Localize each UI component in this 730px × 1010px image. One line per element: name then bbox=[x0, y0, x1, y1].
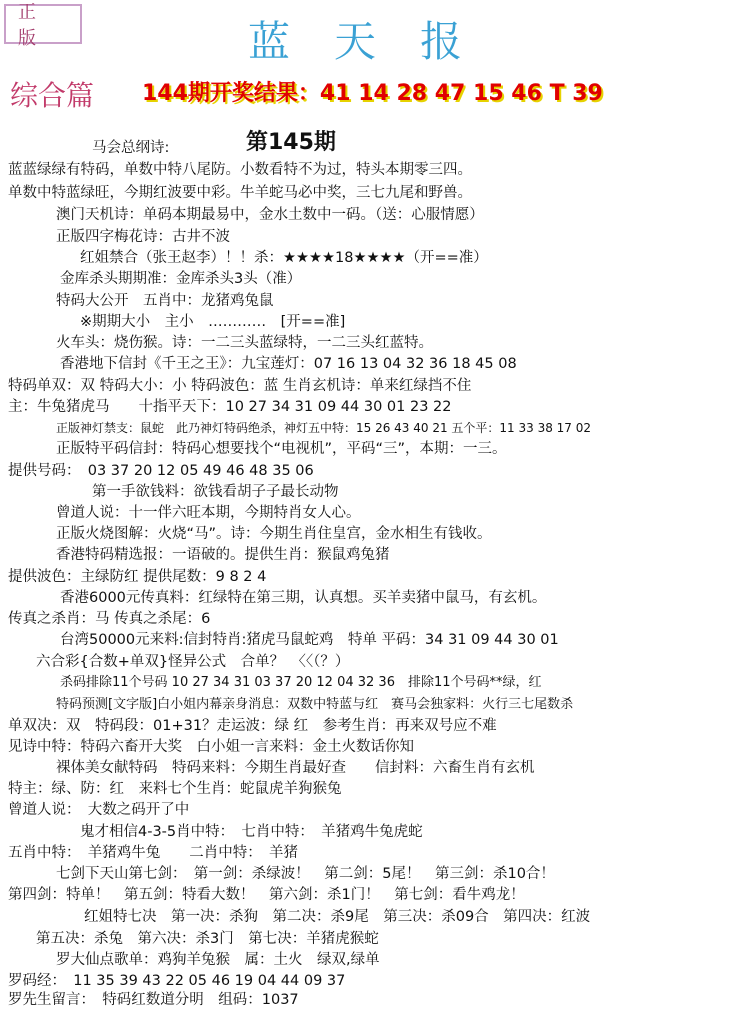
text-line: 单双决：双 特码段：01+31？走运波：绿 红 参考生肖：再来双号应不难 bbox=[8, 718, 497, 734]
text-line: 正版火烧图解：火烧“马”。诗：今期生肖住皇宫，金水相生有钱收。 bbox=[56, 526, 492, 542]
newspaper-title: 蓝天报 bbox=[248, 17, 507, 66]
text-line: 火车头：烧伤猴。诗：一二三头蓝绿特，一二三头红蓝特。 bbox=[56, 335, 433, 351]
text-line: 罗码经： 11 35 39 43 22 05 46 19 04 44 09 37 bbox=[8, 973, 346, 989]
text-line: 澳门天机诗：单码本期最易中，金水土数中一码。（送：心服情愿） bbox=[56, 207, 484, 223]
text-line: 正版特平码信封：特码心想要找个“电视机”，平码“三”，本期：一三。 bbox=[56, 441, 507, 457]
text-line: 提供波色：主绿防红 提供尾数：9 8 2 4 bbox=[8, 569, 267, 585]
text-line: ※期期大小 主小 ………… [开==准] bbox=[80, 314, 346, 330]
genuine-stamp: 正 版 bbox=[4, 4, 82, 44]
text-line: 特码大公开 五肖中：龙猪鸡兔鼠 bbox=[56, 293, 274, 309]
text-line: 台湾50000元来料:信封特肖:猪虎马鼠蛇鸡 特单 平码：34 31 09 44 30 01 bbox=[60, 632, 559, 648]
text-line: 传真之杀肖：马 传真之杀尾：6 bbox=[8, 611, 211, 627]
text-line: 红姐禁合（张王赵李）！！杀：★★★★18★★★★（开==准） bbox=[80, 250, 488, 266]
text-line: 正版四字梅花诗：古井不波 bbox=[56, 229, 230, 245]
text-line: 单数中特蓝绿旺，今期红波要中彩。牛羊蛇马必中奖，三七九尾和野兽。 bbox=[8, 185, 472, 201]
text-line: 七剑下天山第七剑： 第一剑：杀绿波！ 第二剑：5尾！ 第三剑：杀10合！ bbox=[56, 866, 555, 882]
text-line: 正版神灯禁支：鼠蛇 此乃神灯特码绝杀，神灯五中特：15 26 43 40 21 五个平：11 33 38 17 02 bbox=[56, 421, 592, 435]
issue-number: 第145期 bbox=[246, 130, 336, 155]
text-line: 第一手欲钱料：欲钱看胡子子最长动物 bbox=[92, 484, 339, 500]
text-line: 曾道人说： 大数之码开了中 bbox=[8, 802, 190, 818]
text-line: 香港地下信封《千王之王》：九宝莲灯：07 16 13 04 32 36 18 45 08 bbox=[60, 356, 517, 372]
text-line: 蓝蓝绿绿有特码，单数中特八尾防。小数看特不为过，特头本期零三四。 bbox=[8, 162, 472, 178]
text-line: 第五决：杀兔 第六决：杀3门 第七决：羊猪虎猴蛇 bbox=[36, 931, 379, 947]
text-line: 鬼才相信4-3-5肖中特： 七肖中特： 羊猪鸡牛兔虎蛇 bbox=[80, 824, 423, 840]
text-line: 提供号码： 03 37 20 12 05 49 46 48 35 06 bbox=[8, 463, 314, 479]
text-line: 罗大仙点歌单：鸡狗羊兔猴 属：土火 绿双,绿单 bbox=[56, 952, 380, 968]
text-line: 红姐特七决 第一决：杀狗 第二决：杀9尾 第三决：杀09合 第四决：红波 bbox=[84, 909, 591, 925]
draw-result-banner: 144期开奖结果：41 14 28 47 15 46 T 39 bbox=[142, 81, 603, 106]
text-line: 五肖中特： 羊猪鸡牛兔 二肖中特： 羊猪 bbox=[8, 845, 298, 861]
text-line: 香港特码精选报：一语破的。提供生肖：猴鼠鸡兔猪 bbox=[56, 547, 390, 563]
text-line: 特主：绿、防：红 来料七个生肖：蛇鼠虎羊狗猴兔 bbox=[8, 781, 342, 797]
text-line: 特码单双：双 特码大小：小 特码波色：蓝 生肖玄机诗：单来红绿挡不住 bbox=[8, 378, 472, 394]
text-line: 杀码排除11个号码 10 27 34 31 03 37 20 12 04 32 36 排除11个号码**绿，红 bbox=[60, 675, 542, 690]
text-line: 香港6000元传真料：红绿特在第三期，认真想。买羊卖猪中鼠马，有玄机。 bbox=[60, 590, 547, 606]
text-line: 马会总纲诗: bbox=[92, 140, 170, 156]
text-line: 裸体美女献特码 特码来料：今期生肖最好查 信封料：六畜生肖有玄机 bbox=[56, 760, 535, 776]
text-line: 特码预测[文字版]白小姐内幕亲身消息：双数中特蓝与红 赛马会独家料：火行三七尾数杀 bbox=[56, 697, 574, 712]
text-line: 见诗中特：特码六畜开大奖 白小姐一言来料：金土火数话你知 bbox=[8, 739, 414, 755]
text-line: 第四剑：特单！ 第五剑：特看大数！ 第六剑：杀1门！ 第七剑：看牛鸡龙！ bbox=[8, 887, 525, 903]
text-line: 罗先生留言： 特码红数道分明 组码：1037 bbox=[8, 992, 299, 1008]
section-label: 综合篇 bbox=[10, 79, 95, 112]
text-line: 六合彩{合数+单双}怪异公式 合单？ 〈〈（？） bbox=[36, 654, 350, 670]
text-line: 曾道人说：十一伴六旺本期，今期特肖女人心。 bbox=[56, 505, 361, 521]
text-line: 主：牛兔猪虎马 十指平天下：10 27 34 31 09 44 30 01 23 22 bbox=[8, 399, 452, 415]
text-line: 金库杀头期期准：金库杀头3头（准） bbox=[60, 271, 302, 287]
